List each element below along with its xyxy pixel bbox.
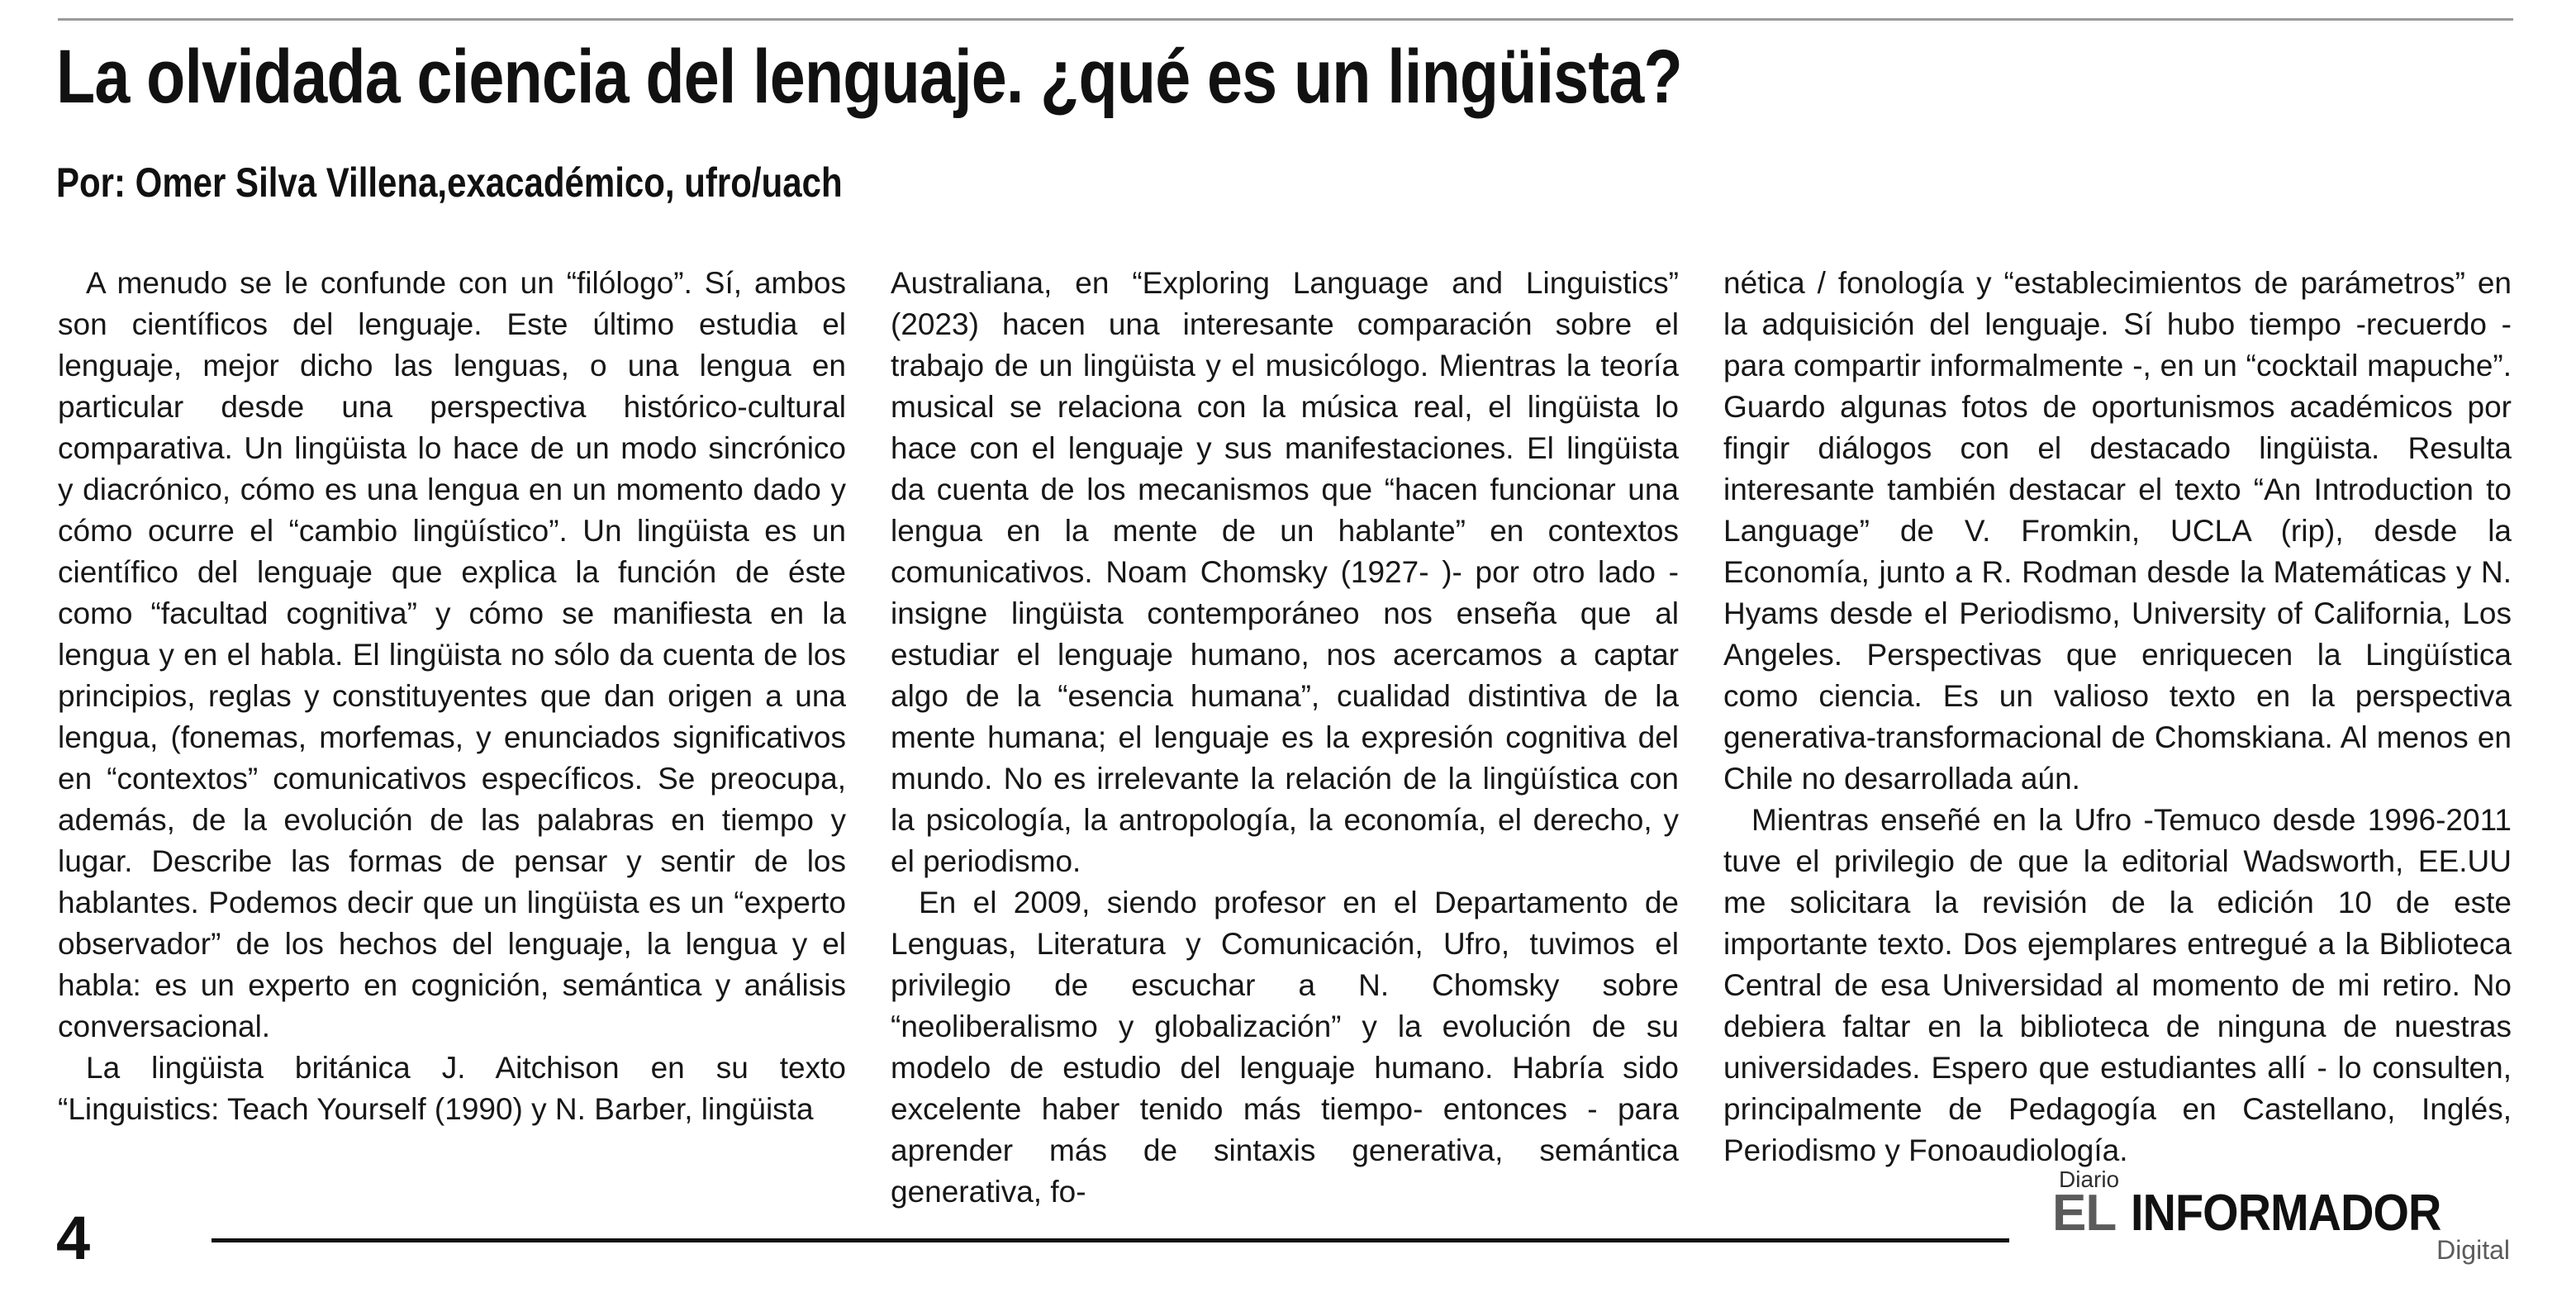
- article-paragraph-4: Mientras enseñé en la Ufro -Temuco desde 1996-2011 tuve el privilegio de que la editorial Wadsworth, EE.UU me solicitara la revisión de la edición 10 de este importante texto. Dos ejemplares entregué a la Biblioteca Central de esa Universidad al momento de mi retiro. No debiera faltar en la biblioteca de ninguna de nuestras universidades. Espero que estudiantes allí - lo consulten, principalmente de Pedagogía en Castellano, Inglés, Periodismo y Fonoaudiología.: [1723, 803, 2512, 1167]
- logo-diario-text: Diario: [2059, 1166, 2120, 1192]
- logo-informador-text: INFORMADOR: [2131, 1185, 2441, 1242]
- article-paragraph-1: A menudo se le confunde con un “filólogo”. Sí, ambos son científicos del lenguaje. Este último estudia el lenguaje, mejor dicho las lenguas, o una lengua en particular desde una perspectiva histórico-cultural comparativa. Un lingüista lo hace de un modo sincrónico y diacrónico, cómo es una lengua en un momento dado y cómo ocurre el “cambio lingüístico”. Un lingüista es un científico del lenguaje que explica la función de éste como “facultad cognitiva” y cómo se manifiesta en la lengua y en el habla. El lingüista no sólo da cuenta de los principios, reglas y constituyentes que dan origen a una lengua, (fonemas, morfemas, y enunciados significativos en “contextos” comunicativos específicos. Se preocupa, además, de la evolución de las palabras en tiempo y lugar. Describe las formas de pensar y sentir de los hablantes. Podemos decir que un lingüista es un “experto observador” de los hechos del lenguaje, la lengua y el habla: es un experto en cognición, semántica y análisis conversacional.: [58, 266, 846, 1043]
- logo-digital-text: Digital: [2436, 1235, 2510, 1265]
- article-byline: Por: Omer Silva Villena,exacadémico, ufro/uach: [56, 159, 843, 206]
- article-column-3: [1723, 263, 2512, 1167]
- article-paragraph-2-end: Australiana, en “Exploring Language and Linguistics” (2023) hacen una interesante comparación sobre el trabajo de un lingüista y el musicólogo. Mientras la teoría musical se relaciona con la música real, el lingüista lo hace con el lenguaje y sus manifestaciones. El lingüista da cuenta de los mecanismos que “hacen funcionar una lengua en la mente de un hablante” en contextos comunicativos. Noam Chomsky (1927- )- por otro lado - insigne lingüista contemporáneo nos enseña que al estudiar el lenguaje humano, nos acercamos a captar algo de la “esencia humana”, cualidad distintiva de la mente humana; el lenguaje es la expresión cognitiva del mundo. No es irrelevante la relación de la lingüística con la psicología, la antropología, la economía, el derecho, y el periodismo.: [891, 266, 1679, 878]
- publication-logo: [2052, 1168, 2515, 1274]
- logo-el-text: EL: [2052, 1185, 2117, 1242]
- article-headline: La olvidada ciencia del lenguaje. ¿qué es un lingüista?: [56, 35, 1682, 119]
- article-paragraph-2-start: La lingüista británica J. Aitchison en su texto “Linguistics: Teach Yourself (1990) y N. Barber, lingüista: [58, 1051, 846, 1126]
- article-column-1: [58, 263, 846, 1163]
- article-column-2: [891, 263, 1679, 1209]
- top-rule: [58, 18, 2513, 21]
- bottom-rule: [211, 1238, 2009, 1242]
- article-paragraph-3-end: nética / fonología y “establecimientos de parámetros” en la adquisición del lenguaje. Sí hubo tiempo -recuerdo - para compartir informalmente -, en un “cocktail mapuche”. Guardo algunas fotos de oportunismos académicos por fingir diálogos con el destacado lingüista. Resulta interesante también destacar el texto “An Introduction to Language” de V. Fromkin, UCLA (rip), desde la Economía, junto a R. Rodman desde la Matemáticas y N. Hyams desde el Periodismo, University of California, Los Angeles. Perspectivas que enriquecen la Lingüística como ciencia. Es un valioso texto en la perspectiva generativa-transformacional de Chomskiana. Al menos en Chile no desarrollada aún.: [1723, 266, 2512, 796]
- article-paragraph-3-start: En el 2009, siendo profesor en el Departamento de Lenguas, Literatura y Comunicación, Ufro, tuvimos el privilegio de escuchar a N. Chomsky sobre “neoliberalismo y globalización” y la evolución de su modelo de estudio del lenguaje humano. Habría sido excelente haber tenido más tiempo- entonces - para aprender más de sintaxis generativa, semántica generativa, fo-: [891, 886, 1679, 1209]
- page-number: 4: [56, 1204, 91, 1272]
